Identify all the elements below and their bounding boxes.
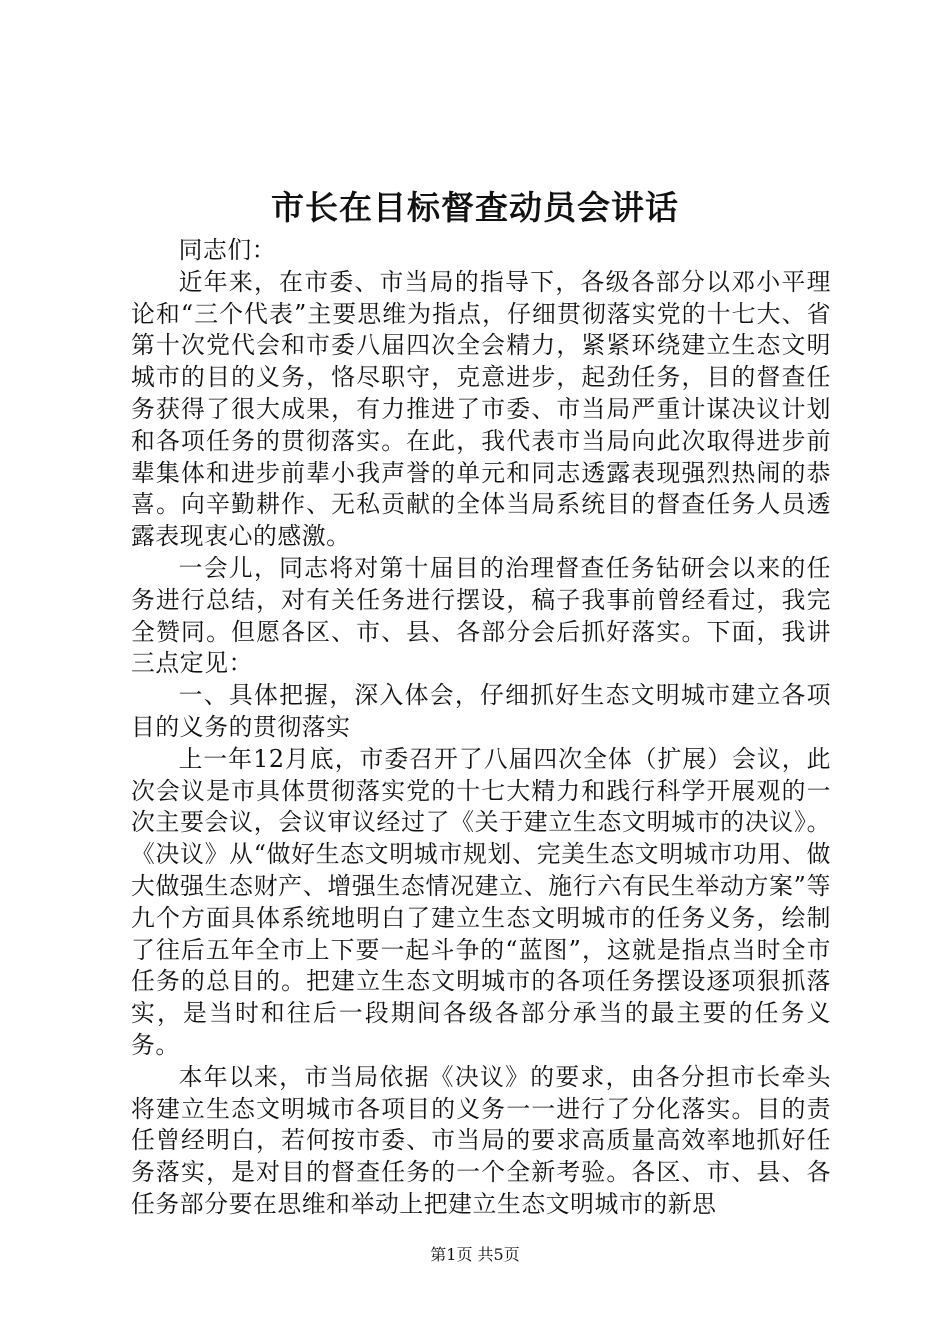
paragraph-salutation: 同志们： (178, 236, 277, 264)
paragraph: 本年以来，市当局依据《决议》的要求，由各分担市长牵头将建立生态文明城市各项目的义务一一进行了分化落实。目的责任曾经明白，若何按市委、市当局的要求高质量高效率地抓好任务落实，是对目的督查任务的一个全新考验。各区、市、县、各任务部分要在思维和举动上把建立生态文明城市的新思 (131, 1062, 831, 1218)
paragraph: 一会儿，同志将对第十届目的治理督查任务钻研会以来的任务进行总结，对有关任务进行摆设，稿子我事前曾经看过，我完全赞同。但愿各区、市、县、各部分会后抓好落实。下面，我讲三点定见： (131, 553, 831, 678)
document-title: 市长在目标督查动员会讲话 (271, 188, 679, 227)
paragraph: 上一年12月底，市委召开了八届四次全体（扩展）会议，此次会议是市具体贯彻落实党的十七大精力和践行科学开展观的一次主要会议，会议审议经过了《关于建立生态文明城市的决议》。《决议》从“做好生态文明城市规划、完美生态文明城市功用、做大做强生态财产、增强生态情况建立、施行六有民生举动方案”等九个方面具体系统地明白了建立生态文明城市的任务义务，绘制了往后五年全市上下要一起斗争的“蓝图”，这就是指点当时全市任务的总目的。把建立生态文明城市的各项任务摆设逐项狠抓落实，是当时和往后一段期间各级各部分承当的最主要的任务义务。 (131, 744, 831, 1059)
page-footer: 第1页 共5页 (430, 1245, 520, 1264)
document-body (131, 235, 831, 1221)
section-heading: 一、具体把握，深入体会，仔细抓好生态文明城市建立各项目的义务的贯彻落实 (131, 681, 831, 741)
paragraph: 近年来，在市委、市当局的指导下，各级各部分以邓小平理论和“三个代表”主要思维为指点，仔细贯彻落实党的十七大、省第十次党代会和市委八届四次全会精力，紧紧环绕建立生态文明城市的目的义务，恪尽职守，克意进步，起劲任务，目的督查任务获得了很大成果，有力推进了市委、市当局严重计谋决议计划和各项任务的贯彻落实。在此，我代表市当局向此次取得进步前辈集体和进步前辈小我声誉的单元和同志透露表现强烈热闹的恭喜。向辛勤耕作、无私贡献的全体当局系统目的督查任务人员透露表现衷心的感激。 (131, 267, 831, 551)
